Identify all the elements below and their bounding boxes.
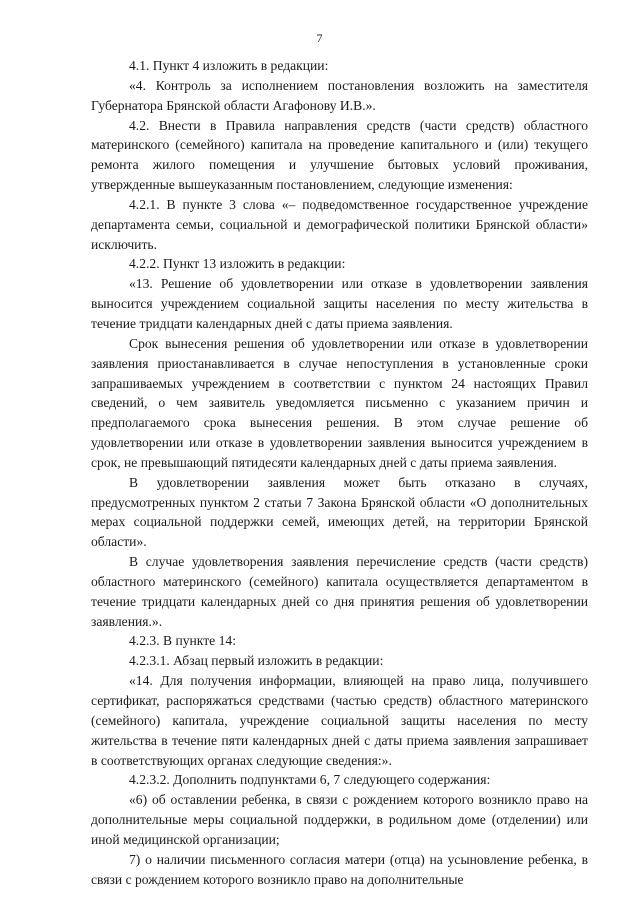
- paragraph-4-2-3-2: 4.2.3.2. Дополнить подпунктами 6, 7 следующего содержания:: [129, 772, 491, 788]
- paragraph-4-2-3: 4.2.3. В пункте 14:: [129, 633, 236, 649]
- paragraph-decision-period: Срок вынесения решения об удовлетворении или отказе в удовлетворении заявления приостанавливается в случае непоступления в установленные сроки запрашиваемых учреждением в соответствии с пунктом 24 настоящих Правил сведений, о чем заявитель уведомляется письменно с указанием причин и предполагаемого срока вынесения решения. В этом случае решение об удовлетворении или отказе в удовлетворении заявления выносится учреждением в срок, не превышающий пятидесяти календарных дней с даты приема заявления.: [91, 335, 588, 470]
- paragraph-subpoint-7: 7) о наличии письменного согласия матери (отца) на усыновление ребенка, в связи с рождением которого возникло право на дополнительные: [91, 851, 588, 887]
- paragraph-4-2: 4.2. Внести в Правила направления средств (части средств) областного материнского (семейного) капитала на проведение капитального и (или) текущего ремонта жилого помещения и улучшение бытовых условий проживания, утвержденные вышеуказанным постановлением, следующие изменения:: [91, 117, 588, 193]
- page-number: 7: [316, 31, 323, 45]
- paragraph-quote-14: «14. Для получения информации, влияющей на право лица, получившего сертификат, распоряжаться средствами (частью средств) областного материнского (семейного) капитала, учреждение социальной защиты населения по месту жительства в течение пяти календарных дней с даты приема заявления запрашивает в соответствующих органах следующие сведения:».: [91, 673, 588, 768]
- paragraph-quote-13: «13. Решение об удовлетворении или отказе в удовлетворении заявления выносится учреждением социальной защиты населения по месту жительства в течение тридцати календарных дней с даты приема заявления.: [91, 276, 588, 331]
- paragraph-4-1: 4.1. Пункт 4 изложить в редакции:: [129, 58, 329, 73]
- paragraph-quote-4: «4. Контроль за исполнением постановления возложить на заместителя Губернатора Брянской области Агафонову И.В.».: [91, 77, 588, 113]
- paragraph-4-2-1: 4.2.1. В пункте 3 слова «– подведомственное государственное учреждение департамента семьи, социальной и демографической политики Брянской области» исключить.: [91, 196, 588, 252]
- paragraph-transfer-funds: В случае удовлетворения заявления перечисление средств (части средств) областного материнского (семейного) капитала осуществляется департаментом в течение тридцати календарных дней со дня принятия решения об удовлетворении заявления.».: [91, 554, 588, 629]
- document-body: [91, 56, 588, 889]
- paragraph-refusal-cases: В удовлетворении заявления может быть отказано в случаях, предусмотренных пунктом 2 статьи 7 Закона Брянской области «О дополнительных мерах социальной поддержки семей, имеющих детей, на территории Брянской области».: [91, 474, 588, 550]
- paragraph-4-2-3-1: 4.2.3.1. Абзац первый изложить в редакции:: [129, 653, 384, 669]
- paragraph-4-2-2: 4.2.2. Пункт 13 изложить в редакции:: [129, 256, 346, 272]
- paragraph-subpoint-6: «6) об оставлении ребенка, в связи с рождением которого возникло право на дополнительные меры социальной поддержки, в родильном доме (отделении) или иной медицинской организации;: [91, 792, 588, 847]
